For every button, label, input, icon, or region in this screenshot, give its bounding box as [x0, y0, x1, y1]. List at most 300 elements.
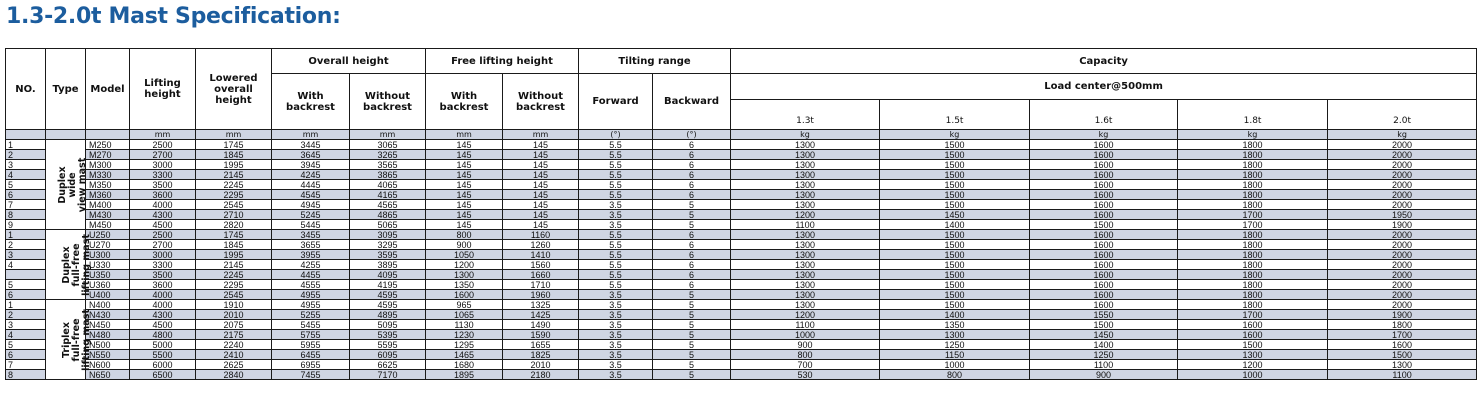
- value-cell: 145: [426, 220, 503, 230]
- value-cell: 1590: [503, 330, 579, 340]
- value-cell: 2545: [196, 200, 272, 210]
- value-cell: 145: [426, 150, 503, 160]
- col-header-free-with-backrest: With backrest: [426, 74, 503, 130]
- value-cell: 1600: [1328, 340, 1477, 350]
- value-cell: 3.5: [579, 300, 653, 310]
- row-number: 5: [6, 340, 46, 350]
- value-cell: 1600: [1178, 330, 1328, 340]
- value-cell: 5595: [350, 340, 426, 350]
- value-cell: 1700: [1178, 220, 1328, 230]
- value-cell: 3600: [130, 190, 196, 200]
- value-cell: 2700: [130, 240, 196, 250]
- value-cell: 1300: [1178, 350, 1328, 360]
- mast-type-line: lifting mast: [80, 233, 92, 296]
- value-cell: 1845: [196, 150, 272, 160]
- value-cell: 145: [503, 210, 579, 220]
- mast-type-line: full-free: [70, 317, 82, 362]
- value-cell: 1800: [1178, 180, 1328, 190]
- value-cell: 4000: [130, 300, 196, 310]
- value-cell: 2075: [196, 320, 272, 330]
- value-cell: 2000: [1328, 290, 1477, 300]
- value-cell: 1160: [503, 230, 579, 240]
- value-cell: 3945: [272, 160, 350, 170]
- value-cell: 1500: [880, 300, 1030, 310]
- value-cell: 1800: [1178, 200, 1328, 210]
- unit-cell: kg: [880, 130, 1030, 140]
- value-cell: 1300: [731, 240, 880, 250]
- value-cell: 145: [426, 180, 503, 190]
- value-cell: 5: [653, 350, 731, 360]
- value-cell: 1800: [1178, 150, 1328, 160]
- value-cell: 145: [503, 160, 579, 170]
- value-cell: 1600: [1030, 210, 1178, 220]
- value-cell: 3.5: [579, 320, 653, 330]
- value-cell: 1800: [1178, 250, 1328, 260]
- value-cell: 1200: [1178, 360, 1328, 370]
- table-row: [6, 210, 1477, 220]
- value-cell: 3445: [272, 140, 350, 150]
- value-cell: 3655: [272, 240, 350, 250]
- value-cell: 5.5: [579, 270, 653, 280]
- mast-type-line: Duplex: [57, 165, 69, 204]
- value-cell: 6: [653, 150, 731, 160]
- value-cell: 1600: [426, 290, 503, 300]
- value-cell: 6000: [130, 360, 196, 370]
- model-cell: N650: [86, 370, 130, 380]
- value-cell: 1300: [731, 250, 880, 260]
- unit-cell: mm: [503, 130, 579, 140]
- row-number: 2: [6, 150, 46, 160]
- value-cell: 1600: [1030, 150, 1178, 160]
- value-cell: 1300: [731, 170, 880, 180]
- model-cell: U350: [86, 270, 130, 280]
- value-cell: 2500: [130, 230, 196, 240]
- value-cell: 4955: [272, 290, 350, 300]
- row-number: 4: [6, 170, 46, 180]
- value-cell: 3.5: [579, 290, 653, 300]
- value-cell: 1600: [1030, 290, 1178, 300]
- value-cell: 800: [880, 370, 1030, 380]
- unit-cell: kg: [731, 130, 880, 140]
- unit-cell: mm: [196, 130, 272, 140]
- model-cell: M330: [86, 170, 130, 180]
- model-cell: M300: [86, 160, 130, 170]
- value-cell: 5: [653, 290, 731, 300]
- value-cell: 1745: [196, 140, 272, 150]
- value-cell: 2700: [130, 150, 196, 160]
- value-cell: 2000: [1328, 250, 1477, 260]
- value-cell: 1300: [426, 270, 503, 280]
- value-cell: 1300: [1328, 360, 1477, 370]
- value-cell: 3065: [350, 140, 426, 150]
- model-cell: N550: [86, 350, 130, 360]
- value-cell: 1350: [426, 280, 503, 290]
- value-cell: 2840: [196, 370, 272, 380]
- value-cell: 1600: [1030, 250, 1178, 260]
- value-cell: 1400: [880, 310, 1030, 320]
- col-header-capacity-3: 1.6t: [1030, 100, 1178, 130]
- value-cell: 1500: [880, 260, 1030, 270]
- value-cell: 1500: [880, 170, 1030, 180]
- row-number: 9: [6, 220, 46, 230]
- row-number: 2: [6, 240, 46, 250]
- value-cell: 145: [426, 210, 503, 220]
- value-cell: 700: [731, 360, 880, 370]
- value-cell: 1425: [503, 310, 579, 320]
- value-cell: 2000: [1328, 230, 1477, 240]
- value-cell: 1700: [1178, 210, 1328, 220]
- value-cell: 1300: [731, 190, 880, 200]
- value-cell: 1300: [731, 200, 880, 210]
- value-cell: 5245: [272, 210, 350, 220]
- value-cell: 1500: [880, 140, 1030, 150]
- value-cell: 1300: [731, 140, 880, 150]
- col-header-backward: Backward: [653, 74, 731, 130]
- value-cell: 3500: [130, 270, 196, 280]
- value-cell: 1130: [426, 320, 503, 330]
- value-cell: 2295: [196, 280, 272, 290]
- col-header-overall-with-backrest: With backrest: [272, 74, 350, 130]
- value-cell: 4955: [272, 300, 350, 310]
- unit-cell: kg: [1178, 130, 1328, 140]
- value-cell: 1600: [1030, 280, 1178, 290]
- value-cell: 1995: [196, 250, 272, 260]
- value-cell: 5445: [272, 220, 350, 230]
- value-cell: 5.5: [579, 190, 653, 200]
- value-cell: 4065: [350, 180, 426, 190]
- model-cell: N480: [86, 330, 130, 340]
- value-cell: 1600: [1030, 180, 1178, 190]
- value-cell: 3.5: [579, 350, 653, 360]
- value-cell: 1825: [503, 350, 579, 360]
- value-cell: 1800: [1178, 140, 1328, 150]
- table-row: [6, 310, 1477, 320]
- value-cell: 1500: [880, 240, 1030, 250]
- value-cell: 1800: [1178, 300, 1328, 310]
- value-cell: 1655: [503, 340, 579, 350]
- value-cell: 5.5: [579, 140, 653, 150]
- value-cell: 3600: [130, 280, 196, 290]
- value-cell: 1560: [503, 260, 579, 270]
- model-cell: N430: [86, 310, 130, 320]
- model-cell: N450: [86, 320, 130, 330]
- col-header-tilting-range: Tilting range: [579, 49, 731, 74]
- value-cell: 5255: [272, 310, 350, 320]
- unit-cell: kg: [1030, 130, 1178, 140]
- value-cell: 4300: [130, 210, 196, 220]
- value-cell: 5: [653, 370, 731, 380]
- value-cell: 6: [653, 250, 731, 260]
- row-number: 2: [6, 310, 46, 320]
- table-row: [6, 370, 1477, 380]
- model-cell: M360: [86, 190, 130, 200]
- unit-cell: mm: [350, 130, 426, 140]
- row-number: 1: [6, 140, 46, 150]
- value-cell: 1000: [880, 360, 1030, 370]
- col-header-lifting-height: Lifting height: [130, 49, 196, 130]
- value-cell: 4000: [130, 290, 196, 300]
- unit-cell: mm: [426, 130, 503, 140]
- value-cell: 2000: [1328, 240, 1477, 250]
- value-cell: 1050: [426, 250, 503, 260]
- table-row: [6, 320, 1477, 330]
- value-cell: 7170: [350, 370, 426, 380]
- value-cell: 3.5: [579, 310, 653, 320]
- value-cell: 3000: [130, 160, 196, 170]
- value-cell: 1300: [731, 290, 880, 300]
- unit-cell: (°): [579, 130, 653, 140]
- col-header-overall-without-backrest: Without backrest: [350, 74, 426, 130]
- value-cell: 1600: [1030, 240, 1178, 250]
- value-cell: 1600: [1030, 190, 1178, 200]
- unit-cell: (°): [653, 130, 731, 140]
- table-row: [6, 220, 1477, 230]
- value-cell: 5: [653, 320, 731, 330]
- value-cell: 1400: [880, 220, 1030, 230]
- value-cell: 4555: [272, 280, 350, 290]
- value-cell: 5.5: [579, 250, 653, 260]
- value-cell: 5.5: [579, 240, 653, 250]
- value-cell: 3645: [272, 150, 350, 160]
- value-cell: 1200: [426, 260, 503, 270]
- model-cell: U400: [86, 290, 130, 300]
- units-row: [6, 130, 1477, 140]
- mast-spec-table: [5, 48, 1477, 380]
- value-cell: 1100: [731, 320, 880, 330]
- value-cell: 1500: [880, 160, 1030, 170]
- row-number: 6: [6, 350, 46, 360]
- value-cell: 3.5: [579, 360, 653, 370]
- row-number: 3: [6, 160, 46, 170]
- table-row: [6, 240, 1477, 250]
- value-cell: 5: [653, 310, 731, 320]
- value-cell: 5.5: [579, 180, 653, 190]
- value-cell: 2000: [1328, 150, 1477, 160]
- spec-table-body: [6, 140, 1477, 380]
- value-cell: 6455: [272, 350, 350, 360]
- table-row: [6, 140, 1477, 150]
- value-cell: 1910: [196, 300, 272, 310]
- table-row: [6, 150, 1477, 160]
- value-cell: 5: [653, 210, 731, 220]
- value-cell: 4445: [272, 180, 350, 190]
- value-cell: 5: [653, 300, 731, 310]
- value-cell: 7455: [272, 370, 350, 380]
- value-cell: 1300: [731, 260, 880, 270]
- value-cell: 3.5: [579, 370, 653, 380]
- value-cell: 4195: [350, 280, 426, 290]
- value-cell: 1550: [1030, 310, 1178, 320]
- model-cell: N600: [86, 360, 130, 370]
- row-number: 4: [6, 260, 46, 270]
- value-cell: 2500: [130, 140, 196, 150]
- model-cell: U330: [86, 260, 130, 270]
- value-cell: 1230: [426, 330, 503, 340]
- value-cell: 2625: [196, 360, 272, 370]
- mast-type-line: lifting mast: [80, 308, 92, 371]
- mast-type-line: wide: [67, 171, 79, 198]
- value-cell: 5500: [130, 350, 196, 360]
- value-cell: 1900: [1328, 310, 1477, 320]
- value-cell: 1100: [1030, 360, 1178, 370]
- value-cell: 3300: [130, 170, 196, 180]
- value-cell: 900: [731, 340, 880, 350]
- value-cell: 3565: [350, 160, 426, 170]
- value-cell: 1450: [880, 210, 1030, 220]
- value-cell: 1490: [503, 320, 579, 330]
- value-cell: 2010: [503, 360, 579, 370]
- value-cell: 2180: [503, 370, 579, 380]
- value-cell: 1800: [1178, 240, 1328, 250]
- value-cell: 1300: [731, 230, 880, 240]
- value-cell: 1500: [1178, 340, 1328, 350]
- unit-cell: mm: [130, 130, 196, 140]
- value-cell: 5000: [130, 340, 196, 350]
- value-cell: 145: [503, 170, 579, 180]
- page-title: 1.3-2.0t Mast Specification:: [6, 4, 341, 29]
- table-row: [6, 160, 1477, 170]
- col-header-capacity: Capacity: [731, 49, 1477, 74]
- value-cell: 145: [426, 190, 503, 200]
- model-cell: U300: [86, 250, 130, 260]
- value-cell: 2000: [1328, 280, 1477, 290]
- value-cell: 6: [653, 190, 731, 200]
- row-number: 8: [6, 370, 46, 380]
- value-cell: 1995: [196, 160, 272, 170]
- value-cell: 2000: [1328, 200, 1477, 210]
- value-cell: 3955: [272, 250, 350, 260]
- value-cell: 6: [653, 260, 731, 270]
- value-cell: 1700: [1328, 330, 1477, 340]
- value-cell: 1300: [731, 160, 880, 170]
- value-cell: 1710: [503, 280, 579, 290]
- value-cell: 2145: [196, 170, 272, 180]
- col-header-capacity-1: 1.3t: [731, 100, 880, 130]
- unit-cell: mm: [272, 130, 350, 140]
- value-cell: 2545: [196, 290, 272, 300]
- unit-cell: kg: [1328, 130, 1477, 140]
- value-cell: 3.5: [579, 210, 653, 220]
- value-cell: 145: [503, 200, 579, 210]
- value-cell: 6: [653, 160, 731, 170]
- col-header-free-lifting-height: Free lifting height: [426, 49, 579, 74]
- value-cell: 1500: [880, 180, 1030, 190]
- value-cell: 5.5: [579, 260, 653, 270]
- value-cell: 2000: [1328, 260, 1477, 270]
- value-cell: 4165: [350, 190, 426, 200]
- value-cell: 2295: [196, 190, 272, 200]
- value-cell: 4545: [272, 190, 350, 200]
- value-cell: 1600: [1030, 200, 1178, 210]
- value-cell: 1500: [880, 190, 1030, 200]
- row-number: 4: [6, 330, 46, 340]
- col-header-free-without-backrest: Without backrest: [503, 74, 579, 130]
- value-cell: 6: [653, 140, 731, 150]
- value-cell: 1800: [1178, 280, 1328, 290]
- value-cell: 2000: [1328, 300, 1477, 310]
- value-cell: 1300: [880, 330, 1030, 340]
- value-cell: 3.5: [579, 340, 653, 350]
- value-cell: 1400: [1030, 340, 1178, 350]
- value-cell: 4865: [350, 210, 426, 220]
- row-number: 7: [6, 360, 46, 370]
- mast-type-cell: [46, 300, 92, 380]
- col-header-capacity-4: 1.8t: [1178, 100, 1328, 130]
- value-cell: 1800: [1178, 160, 1328, 170]
- value-cell: 1500: [880, 230, 1030, 240]
- value-cell: 1800: [1178, 290, 1328, 300]
- mast-type-line: view mast: [77, 157, 89, 212]
- value-cell: 4500: [130, 320, 196, 330]
- value-cell: 1150: [880, 350, 1030, 360]
- value-cell: 2000: [1328, 180, 1477, 190]
- row-number: 7: [6, 200, 46, 210]
- value-cell: 3500: [130, 180, 196, 190]
- value-cell: 4255: [272, 260, 350, 270]
- value-cell: 145: [426, 140, 503, 150]
- mast-type-line: Duplex: [60, 245, 72, 284]
- model-cell: M450: [86, 220, 130, 230]
- value-cell: 5095: [350, 320, 426, 330]
- value-cell: 145: [503, 190, 579, 200]
- model-cell: M400: [86, 200, 130, 210]
- value-cell: 5: [653, 200, 731, 210]
- value-cell: 3.5: [579, 330, 653, 340]
- model-cell: N400: [86, 300, 130, 310]
- model-cell: U270: [86, 240, 130, 250]
- value-cell: 6095: [350, 350, 426, 360]
- value-cell: 3000: [130, 250, 196, 260]
- value-cell: 1500: [880, 200, 1030, 210]
- value-cell: 800: [426, 230, 503, 240]
- col-header-load-center: Load center@500mm: [731, 74, 1477, 100]
- value-cell: 4800: [130, 330, 196, 340]
- value-cell: 4595: [350, 300, 426, 310]
- mast-type-line: full-free: [70, 242, 82, 287]
- value-cell: 1250: [1030, 350, 1178, 360]
- value-cell: 1295: [426, 340, 503, 350]
- model-cell: M250: [86, 140, 130, 150]
- value-cell: 5: [653, 360, 731, 370]
- table-row: [6, 250, 1477, 260]
- value-cell: 1260: [503, 240, 579, 250]
- model-cell: U360: [86, 280, 130, 290]
- value-cell: 4000: [130, 200, 196, 210]
- value-cell: 3295: [350, 240, 426, 250]
- value-cell: 900: [426, 240, 503, 250]
- col-header-model: Model: [86, 49, 130, 130]
- value-cell: 5.5: [579, 150, 653, 160]
- value-cell: 1700: [1178, 310, 1328, 320]
- col-header-overall-height: Overall height: [272, 49, 426, 74]
- row-number: 1: [6, 300, 46, 310]
- mast-type-label: [58, 157, 88, 211]
- value-cell: 5955: [272, 340, 350, 350]
- value-cell: 1500: [1030, 320, 1178, 330]
- value-cell: 1600: [1178, 320, 1328, 330]
- value-cell: 3300: [130, 260, 196, 270]
- value-cell: 5755: [272, 330, 350, 340]
- table-row: [6, 340, 1477, 350]
- value-cell: 2010: [196, 310, 272, 320]
- value-cell: 1600: [1030, 270, 1178, 280]
- value-cell: 6: [653, 270, 731, 280]
- value-cell: 3595: [350, 250, 426, 260]
- mast-type-label: [62, 234, 92, 296]
- table-row: [6, 270, 1477, 280]
- table-row: [6, 260, 1477, 270]
- value-cell: 2820: [196, 220, 272, 230]
